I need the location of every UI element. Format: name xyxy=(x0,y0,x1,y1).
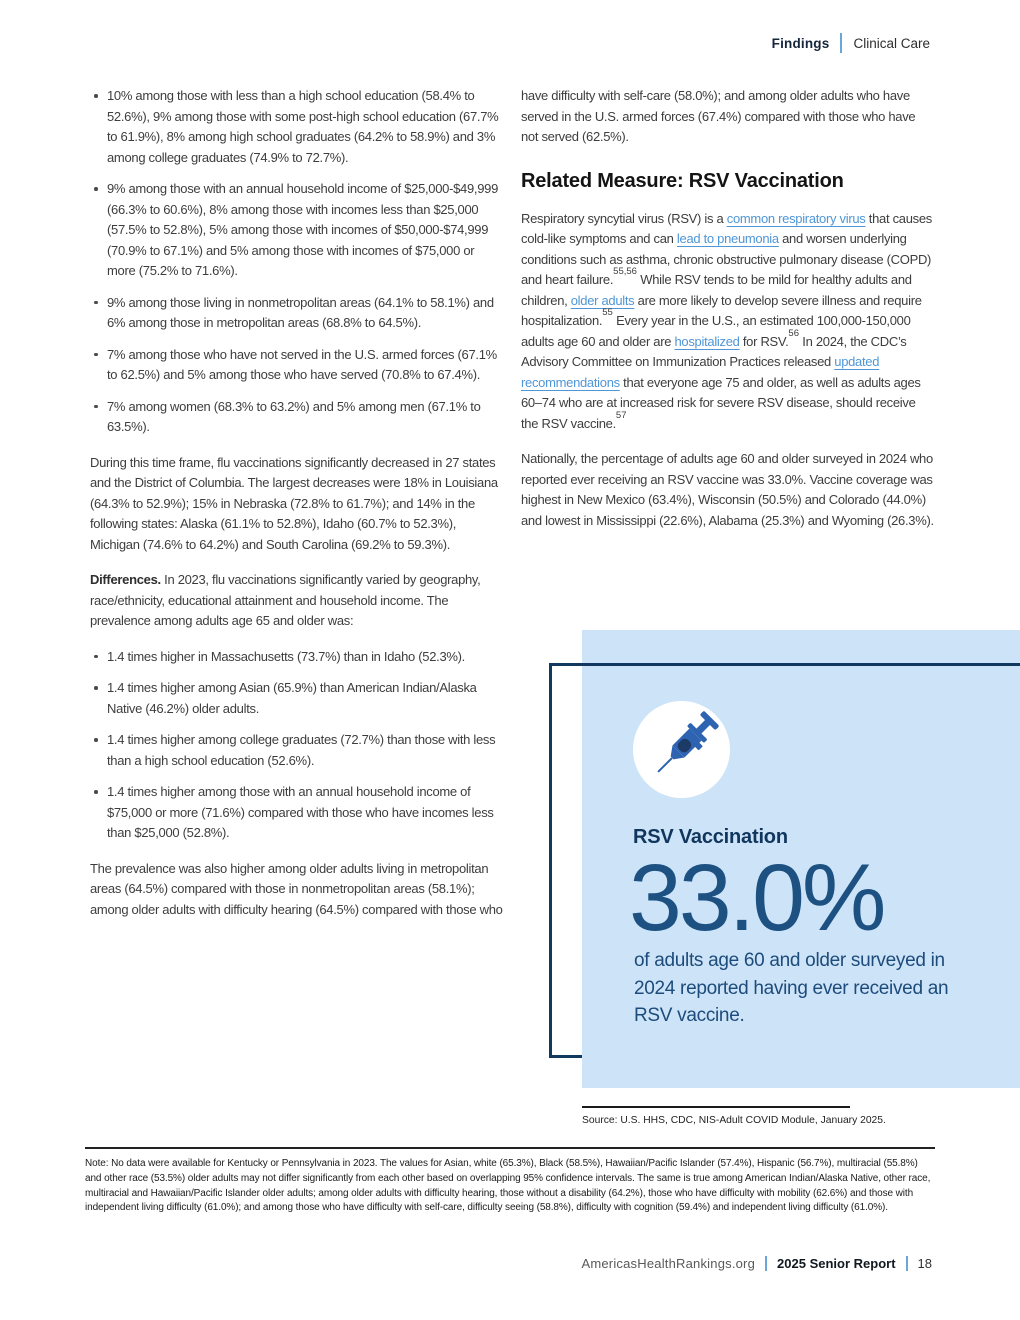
list-item: 7% among those who have not served in the U.S. armed forces (67.1% to 62.5%) and 5% among those who have served (70.8% to 67.4%). xyxy=(90,345,504,386)
callout-icon-circle xyxy=(633,701,730,798)
bold-lead: Differences. xyxy=(90,572,161,587)
para-top-continuation: have difficulty with self-care (58.0%); and among older adults who have served in the U.S. armed forces (67.4%) compared with those who have not served (62.5%). xyxy=(521,88,916,144)
list-item: 9% among those living in nonmetropolitan areas (64.1% to 58.1%) and 6% among those in metropolitan areas (68.8% to 64.5%). xyxy=(90,293,504,334)
header-subsection-label: Clinical Care xyxy=(853,35,930,51)
inline-link[interactable]: hospitalized xyxy=(674,333,740,349)
inline-link[interactable]: common respiratory virus xyxy=(726,210,866,226)
list-item: 9% among those with an annual household income of $25,000-$49,999 (66.3% to 60.6%), 8% among those with incomes less than $25,000 (57.5% to 52.8%), 5% among those with incomes of $50,000-$74,999 (70.9% to 67.1%) and 5% among those with incomes of $75,000 or more (75.2% to 71.6%). xyxy=(90,179,504,282)
list-item: 1.4 times higher in Massachusetts (73.7%) than in Idaho (52.3%). xyxy=(90,647,504,668)
callout-title: RSV Vaccination xyxy=(633,826,788,848)
syringe-icon xyxy=(637,702,727,797)
source-divider xyxy=(582,1106,850,1108)
para-differences: Differences. In 2023, flu vaccinations significantly varied by geography, race/ethnicity, educational attainment and household income. The prevalence among adults age 65 and older was: xyxy=(90,572,481,628)
callout-statistic-value: 33.0% xyxy=(629,845,884,951)
header-divider xyxy=(840,33,842,53)
para-timeframe: During this time frame, flu vaccinations significantly decreased in 27 states and the District of Columbia. The largest decreases were 18% in Louisiana (64.3% to 52.9%); 15% in Nebraska (72.8% to 61.7%); and 14% in the following states: Alaska (61.1% to 52.8%), Idaho (60.7% to 52.3%), Michigan (74.6% to 64.2%) and South Carolina (69.2% to 59.3%). xyxy=(90,454,498,552)
source-block xyxy=(582,1106,886,1126)
note-divider xyxy=(85,1147,935,1149)
footer-site-link[interactable]: AmericasHealthRankings.org xyxy=(581,1256,756,1271)
differences-list xyxy=(90,647,504,844)
page-header xyxy=(772,33,930,53)
footnote-ref: 55 xyxy=(602,307,613,319)
footer-divider xyxy=(906,1256,908,1271)
right-column xyxy=(521,86,935,546)
footer-divider xyxy=(765,1256,767,1271)
list-item: 10% among those with less than a high school education (58.4% to 52.6%), 9% among those with some post-high school education (67.7% to 61.9%), 8% among high school graduates (64.2% to 58.9%) and 3% among college graduates (74.9% to 72.7%). xyxy=(90,86,504,168)
flu-demographics-list xyxy=(90,86,504,438)
page-footer xyxy=(581,1256,932,1271)
related-measure-heading: Related Measure: RSV Vaccination xyxy=(521,169,844,192)
footnote-ref: 55,56 xyxy=(613,266,637,278)
source-text: Source: U.S. HHS, CDC, NIS-Adult COVID Module, January 2025. xyxy=(582,1115,886,1126)
callout-description: of adults age 60 and older surveyed in 2024 reported having ever received an RSV vaccine. xyxy=(634,950,949,1026)
footnote-ref: 57 xyxy=(615,409,627,421)
list-item: 1.4 times higher among those with an annual household income of $75,000 or more (71.6%) compared with those who have incomes less than $25,000 (52.8%). xyxy=(90,782,504,844)
footer-report-title: 2025 Senior Report xyxy=(777,1256,896,1271)
inline-link[interactable]: lead to pneumonia xyxy=(676,231,779,246)
list-item: 1.4 times higher among Asian (65.9%) than American Indian/Alaska Native (46.2%) older adults. xyxy=(90,678,504,719)
list-item: 7% among women (68.3% to 63.2%) and 5% among men (67.1% to 63.5%). xyxy=(90,397,504,438)
left-column xyxy=(90,86,504,935)
header-section-label: Findings xyxy=(771,35,830,51)
para-nationally: Nationally, the percentage of adults age 60 and older surveyed in 2024 who reported ever receiving an RSV vaccine was 33.0%. Vaccine coverage was highest in New Mexico (63.4%), Wisconsin (50.5%) and Colorado (44.0%) and lowest in Mississippi (22.6%), Alabama (25.3%) and Wyoming (26.3%). xyxy=(521,451,934,528)
page-number: 18 xyxy=(917,1256,932,1271)
para-prevalence: The prevalence was also higher among older adults living in metropolitan areas (64.5%) compared with those in nonmetropolitan areas (58.1%); among older adults with difficulty hearing (64.5%) compared with those who xyxy=(90,860,503,917)
footnote-text: Note: No data were available for Kentucky or Pennsylvania in 2023. The values for Asian, white (65.3%), Black (58.5%), Hawaiian/Pacific Islander (57.4%), Hispanic (56.7%), multiracial (55.8%) and other race (53.5%) older adults may not differ significantly from each other based on overlapping 95% confidence intervals. The same is true among American Indian/Alaska Native, other race, multiracial and Hawaiian/Pacific Islander older adults; among older adults with difficulty hearing, those without a disability (64.2%), those who have difficulty with mobility (62.6%) and those with independent living difficulty (61.0%); and among those who have difficulty with self-care, difficulty seeing (58.8%), difficulty with cognition (59.4%) and independent living difficulty (61.0%). xyxy=(85,1158,931,1214)
footnote-ref: 56 xyxy=(788,327,799,339)
list-item: 1.4 times higher among college graduates (72.7%) than those with less than a high school education (52.6%). xyxy=(90,730,504,771)
inline-link[interactable]: updated recommendations xyxy=(521,354,880,390)
inline-link[interactable]: older adults xyxy=(570,292,635,308)
para-rsv: Respiratory syncytial virus (RSV) is a common respiratory virus that causes cold-like symptoms and can lead to pneumonia and worsen underlying conditions such as asthma, chronic obstructive pulmonary disease (COPD) and heart failure.$^{55,56}$ While RSV tends to be mild for healthy adults and children, older adults are more likely to develop severe illness and require hospitalization.$^{55}$ Every year in the U.S., an estimated 100,000-150,000 adults age 60 and older are hospitalized for RSV.$^{56}$ In 2024, the CDC’s Advisory Committee on Immunization Practices released updated recommendations that everyone age 75 and older, as well as adults ages 60–74 who are at increased risk for severe RSV disease, should receive the RSV vaccine.$^{57}$ xyxy=(521,210,932,431)
callout-outline-topline xyxy=(549,663,1020,666)
